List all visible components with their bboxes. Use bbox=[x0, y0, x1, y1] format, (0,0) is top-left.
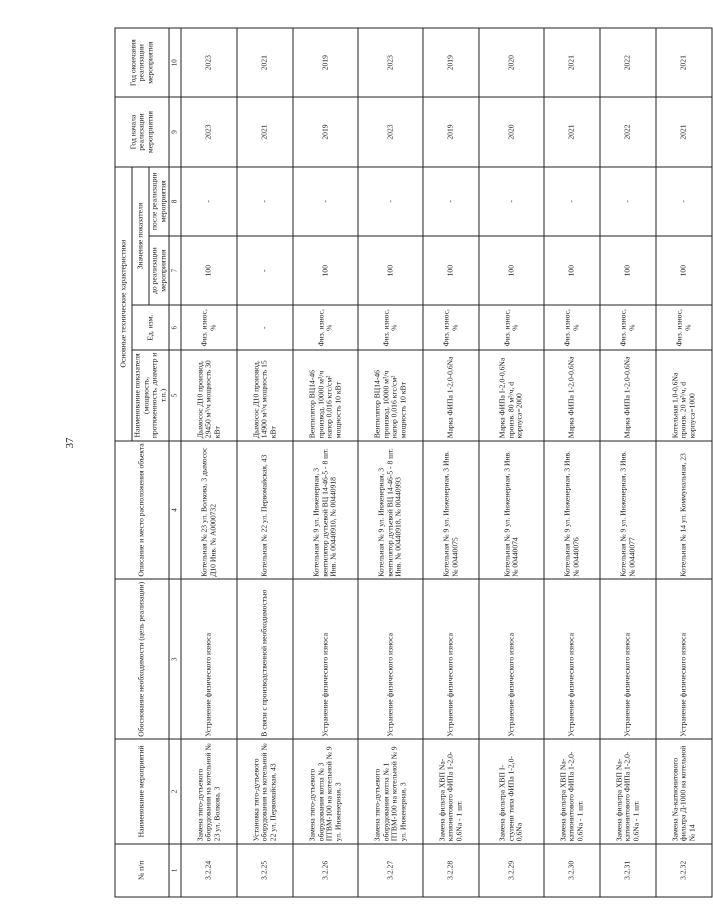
header-tech: Основные технические характеристики bbox=[115, 167, 132, 441]
cell-unit: Физ. износ, % bbox=[293, 305, 358, 350]
cell-end: 2019 bbox=[293, 28, 358, 97]
cell-reason: Устранение физического износа bbox=[479, 579, 544, 739]
cell-after: - bbox=[358, 167, 423, 236]
header-values: Значение показателя bbox=[132, 167, 149, 306]
column-number: 2 bbox=[169, 739, 181, 843]
cell-description: Котельная № 14 ул. Коммунальная, 23 bbox=[656, 441, 712, 580]
table-row bbox=[181, 28, 237, 897]
column-number: 7 bbox=[169, 236, 181, 305]
cell-end: 2023 bbox=[181, 28, 237, 97]
column-number: 1 bbox=[169, 844, 181, 897]
cell-description: Котельная № 9 ул. Инженерная, 3 вентилятор дутьевой ВЦ 14-46-5 - 8 шт. Инв. № 00440910, № 00440918 bbox=[293, 441, 358, 580]
cell-end: 2022 bbox=[600, 28, 656, 97]
cell-reason: Устранение физического износа bbox=[358, 579, 423, 739]
table-row bbox=[423, 28, 479, 897]
cell-reason: Устранение физического износа bbox=[656, 579, 712, 739]
cell-after: - bbox=[423, 167, 479, 236]
table-row bbox=[656, 28, 712, 897]
cell-param: Марка ФИПа 1-2,0-0,6Na bbox=[600, 350, 656, 441]
cell-num: 3.2.30 bbox=[544, 844, 600, 897]
header-param-name: Наименование показателя (мощность, протяженность, диаметр и т.п.) bbox=[132, 350, 169, 441]
cell-description: Котельная № 9 ул. Инженерная, 3 Инв. № 00440076 bbox=[544, 441, 600, 580]
table-row bbox=[544, 28, 600, 897]
cell-reason: В связи с производственной необходимостью bbox=[237, 579, 293, 739]
cell-description: Котельная № 9 ул. Инженерная, 3 Инв. № 00440075 bbox=[423, 441, 479, 580]
cell-end: 2021 bbox=[544, 28, 600, 97]
header-unit: Ед. изм. bbox=[132, 305, 169, 350]
column-number: 3 bbox=[169, 579, 181, 739]
header-before: до реализации мероприятия bbox=[149, 236, 169, 305]
page-number: 37 bbox=[64, 437, 76, 449]
cell-param: Дымосос Д10 производ. 29450 м³/ч мощность 30 кВт bbox=[181, 350, 237, 441]
cell-before: 100 bbox=[423, 236, 479, 305]
cell-param: Марка ФИПа 1-2,0-0,6Na bbox=[544, 350, 600, 441]
cell-reason: Устранение физического износа bbox=[181, 579, 237, 739]
cell-description: Котельная № 22 ул. Первомайская, 43 bbox=[237, 441, 293, 580]
cell-before: 100 bbox=[479, 236, 544, 305]
cell-reason: Устранение физического износа bbox=[600, 579, 656, 739]
cell-name: Замена тяго-дутьевого оборудования на котельной № 23 ул. Волкова, 3 bbox=[181, 739, 237, 843]
cell-name: Замена тяго-дутьевого оборудования котла № 1 ПТВМ-100 на котельной № 9 ул. Инженерная, 3 bbox=[358, 739, 423, 843]
cell-before: 100 bbox=[656, 236, 712, 305]
cell-description: Котельная № 23 ул. Волкова, 3 дымосос Д10 Инв. № А0000732 bbox=[181, 441, 237, 580]
cell-after: - bbox=[479, 167, 544, 236]
cell-unit: Физ. износ, % bbox=[181, 305, 237, 350]
cell-unit: Физ. износ, % bbox=[544, 305, 600, 350]
table-row bbox=[479, 28, 544, 897]
cell-num: 3.2.32 bbox=[656, 844, 712, 897]
cell-unit: Физ. износ, % bbox=[656, 305, 712, 350]
cell-num: 3.2.27 bbox=[358, 844, 423, 897]
cell-unit: Физ. износ, % bbox=[600, 305, 656, 350]
cell-start: 2021 bbox=[656, 97, 712, 166]
cell-name: Замена Na-катионитового фильтра Д-1000 на котельной № 14 bbox=[656, 739, 712, 843]
cell-before: 100 bbox=[600, 236, 656, 305]
cell-start: 2021 bbox=[237, 97, 293, 166]
header-description: Описание и место расположения объекта bbox=[115, 441, 169, 580]
cell-after: - bbox=[544, 167, 600, 236]
cell-name: Замена фильтра ХВП I-ступени типа ФИПа 1-2,0-0,6Na bbox=[479, 739, 544, 843]
cell-num: 3.2.28 bbox=[423, 844, 479, 897]
cell-param: Марка ФИПа I-2,0-0,6Na произв. 80 м³/ч, d корпуса=2000 bbox=[479, 350, 544, 441]
cell-name: Замена фильтра ХВП Na-катионитового ФИПа 1-2,0-0,6Na - 1 шт. bbox=[423, 739, 479, 843]
cell-before: 100 bbox=[358, 236, 423, 305]
cell-before: - bbox=[237, 236, 293, 305]
measures-table bbox=[115, 28, 713, 898]
cell-param: Котельная 1,0-0,6Na произв. 20 м³/ч, d корпуса=1000 bbox=[656, 350, 712, 441]
cell-description: Котельная № 9 ул. Инженерная, 3 Инв. № 00440077 bbox=[600, 441, 656, 580]
cell-num: 3.2.31 bbox=[600, 844, 656, 897]
cell-unit: Физ. износ, % bbox=[358, 305, 423, 350]
cell-before: 100 bbox=[544, 236, 600, 305]
cell-num: 3.2.29 bbox=[479, 844, 544, 897]
cell-start: 2022 bbox=[600, 97, 656, 166]
cell-start: 2023 bbox=[181, 97, 237, 166]
cell-after: - bbox=[237, 167, 293, 236]
cell-before: 100 bbox=[181, 236, 237, 305]
cell-start: 2020 bbox=[479, 97, 544, 166]
cell-reason: Устранение физического износа bbox=[544, 579, 600, 739]
cell-description: Котельная № 9 ул. Инженерная, 3 Инв. № 00440074 bbox=[479, 441, 544, 580]
cell-after: - bbox=[656, 167, 712, 236]
cell-reason: Устранение физического износа bbox=[423, 579, 479, 739]
cell-start: 2023 bbox=[358, 97, 423, 166]
cell-num: 3.2.25 bbox=[237, 844, 293, 897]
cell-end: 2020 bbox=[479, 28, 544, 97]
cell-unit: Физ. износ, % bbox=[479, 305, 544, 350]
header-name: Наименование мероприятий bbox=[115, 739, 169, 843]
cell-before: 100 bbox=[293, 236, 358, 305]
cell-num: 3.2.26 bbox=[293, 844, 358, 897]
table-row bbox=[293, 28, 358, 897]
cell-reason: Устранение физического износа bbox=[293, 579, 358, 739]
cell-description: Котельная № 9 ул. Инженерная, 3 вентилятор дутьевой ВЦ 14-46-5 - 8 шт. Инв. № 00440918, № 00440993 bbox=[358, 441, 423, 580]
cell-start: 2019 bbox=[423, 97, 479, 166]
header-start: Год начала реализации мероприятия bbox=[115, 97, 169, 166]
table-row bbox=[358, 28, 423, 897]
cell-unit: - bbox=[237, 305, 293, 350]
cell-start: 2019 bbox=[293, 97, 358, 166]
column-number: 10 bbox=[169, 28, 181, 97]
cell-after: - bbox=[181, 167, 237, 236]
cell-start: 2021 bbox=[544, 97, 600, 166]
rotated-table-sheet bbox=[115, 28, 697, 898]
column-number: 8 bbox=[169, 167, 181, 236]
table-body bbox=[181, 28, 712, 897]
cell-name: Замена фильтра ХВП Na-катионитового ФИПа 1-2,0-0,6Na - 1 шт. bbox=[600, 739, 656, 843]
cell-name: Замена фильтра ХВП Na-катионитового ФИПа 1-2,0-0,6Na - 1 шт. bbox=[544, 739, 600, 843]
column-number: 6 bbox=[169, 305, 181, 350]
table-row bbox=[600, 28, 656, 897]
cell-end: 2021 bbox=[237, 28, 293, 97]
column-number-row bbox=[169, 28, 181, 897]
cell-after: - bbox=[600, 167, 656, 236]
cell-end: 2023 bbox=[358, 28, 423, 97]
column-number: 5 bbox=[169, 350, 181, 441]
table-row bbox=[237, 28, 293, 897]
cell-unit: Физ. износ, % bbox=[423, 305, 479, 350]
cell-param: Вентилятор ВЦ14-46 производ. 10000 м³/ч напор 0,016 кгс/см² мощность 10 кВт bbox=[293, 350, 358, 441]
cell-param: Дымосос Д10 производ. 14900 м³/ч мощность 15 кВт bbox=[237, 350, 293, 441]
column-number: 9 bbox=[169, 97, 181, 166]
cell-name: Замена тяго-дутьевого оборудования котла № 3 ПТВМ-100 на котельной № 9 ул. Инженерная, 3 bbox=[293, 739, 358, 843]
cell-end: 2019 bbox=[423, 28, 479, 97]
cell-end: 2021 bbox=[656, 28, 712, 97]
header-num: № п/п bbox=[115, 844, 169, 897]
header-after: после реализации мероприятия bbox=[149, 167, 169, 236]
cell-num: 3.2.24 bbox=[181, 844, 237, 897]
header-reason: Обоснование необходимости (цель реализации) bbox=[115, 579, 169, 739]
column-number: 4 bbox=[169, 441, 181, 580]
cell-after: - bbox=[293, 167, 358, 236]
cell-param: Марка ФИПа 1-2,0-0,6Na bbox=[423, 350, 479, 441]
header-end: Год окончания реализации мероприятия bbox=[115, 28, 169, 97]
cell-name: Установка тяго-дутьевого оборудования на котельной № 22 ул. Первомайская, 43 bbox=[237, 739, 293, 843]
cell-param: Вентилятор ВЦ14-46 производ. 10000 м³/ч напор 0,016 кгс/см² мощность 10 кВт bbox=[358, 350, 423, 441]
